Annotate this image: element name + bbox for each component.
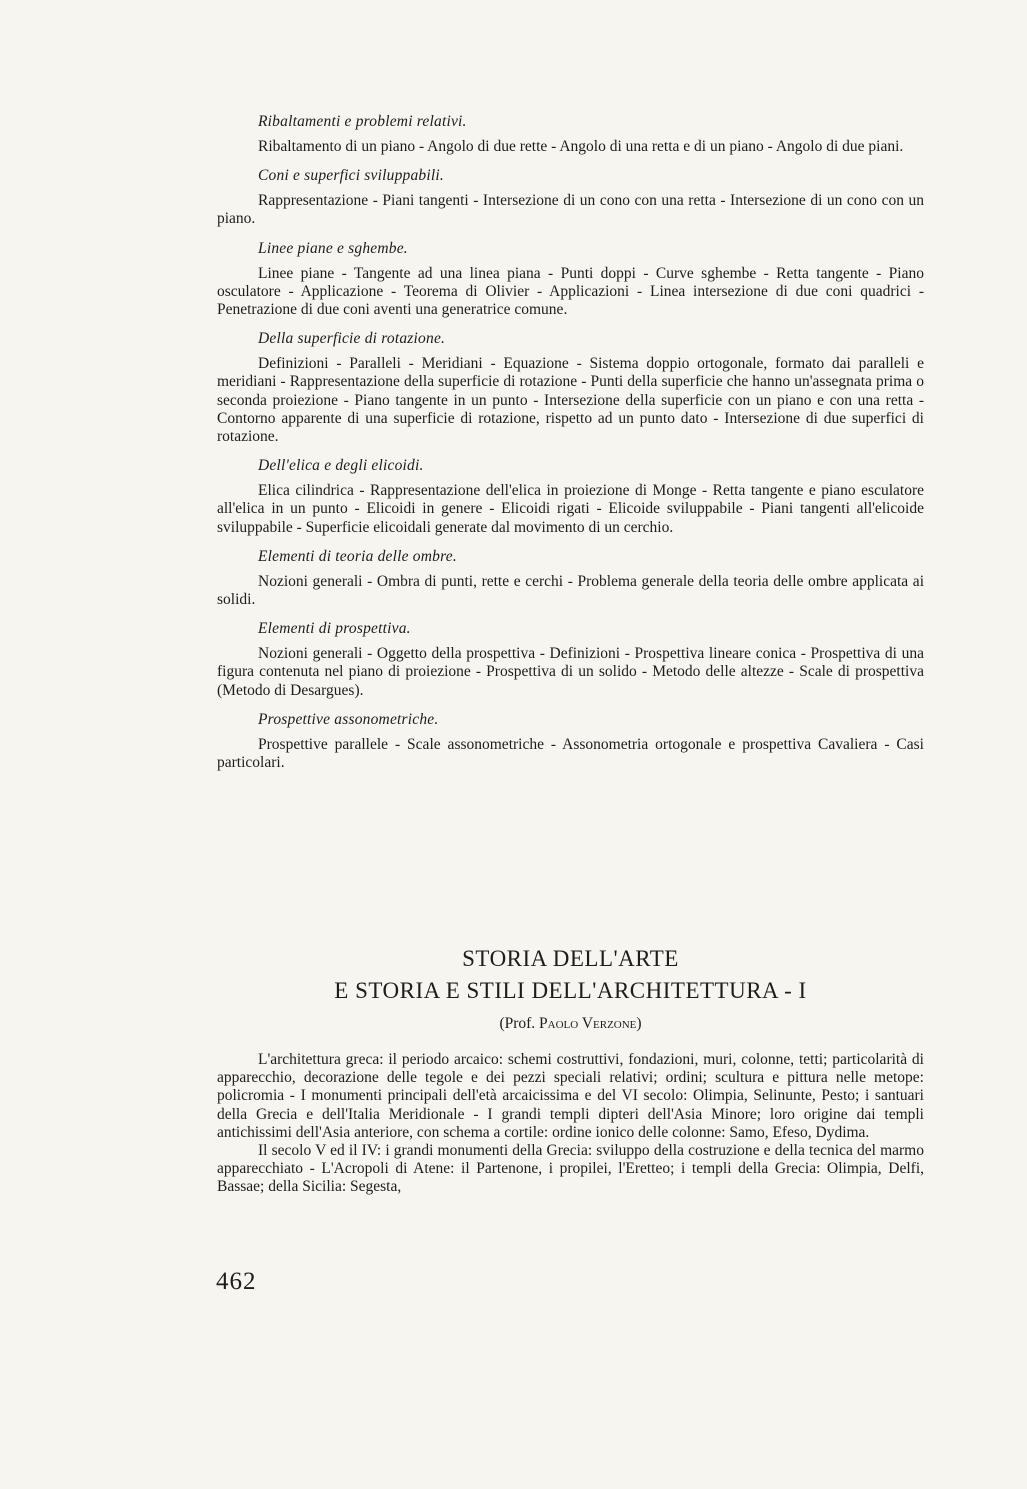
section-title: Dell'elica e degli elicoidi. bbox=[258, 457, 424, 475]
section-ombre bbox=[217, 547, 924, 609]
section-text: Prospettive parallele - Scale assonometriche - Assonometria ortogonale e prospettiva Cavaliera - Casi particolari. bbox=[217, 735, 924, 772]
section-assonometriche bbox=[217, 710, 924, 772]
page-number: 462 bbox=[216, 1268, 257, 1295]
section-coni bbox=[217, 166, 924, 228]
section-text: Ribaltamento di un piano - Angolo di due rette - Angolo di una retta e di un piano - Angolo di due piani. bbox=[258, 138, 904, 155]
course-paragraph: L'architettura greca: il periodo arcaico: schemi costruttivi, fondazioni, muri, colonne, tetti; particolarità di apparecchio, decorazione delle tegole e dei pezzi speciali relativi; ordini; scultura e pittura nelle metope: policromia - I monumenti principali dell'età arcaicissima e del VI secolo: Olimpia, Selinunte, Pesto; i santuari della Grecia e dell'Italia Meridionale - I grandi templi dipteri dell'Asia Minore; loro origine dai templi antichissimi dell'Asia anteriore, con schema a cortile: ordine ionico delle colonne: Samo, Efeso, Dydima. bbox=[217, 1051, 924, 1141]
section-title: Della superficie di rotazione. bbox=[258, 330, 446, 348]
professor-name: Paolo Verzone bbox=[539, 1015, 637, 1032]
section-prospettiva bbox=[217, 619, 924, 700]
section-text: Elica cilindrica - Rappresentazione dell'elica in proiezione di Monge - Retta tangente e piano esculatore all'elica in un punto - Elicoidi in genere - Elicoidi rigati - Elicoide sviluppabile - Piani tangenti all'elicoide sviluppabile - Superficie elicoidali generate dal movimento di un cerchio. bbox=[217, 482, 924, 536]
course-title-line-2: E STORIA E STILI DELL'ARCHITETTURA - I bbox=[334, 978, 807, 1003]
section-title: Coni e superfici sviluppabili. bbox=[258, 167, 444, 185]
section-rotazione bbox=[217, 329, 924, 446]
professor-suffix: ) bbox=[636, 1015, 642, 1032]
course-description bbox=[217, 1051, 924, 1197]
section-text: Nozioni generali - Ombra di punti, rette e cerchi - Problema generale della teoria delle ombre applicata ai solidi. bbox=[217, 572, 924, 609]
section-text: Nozioni generali - Oggetto della prospettiva - Definizioni - Prospettiva lineare conica - Prospettiva di una figura contenuta nel piano di proiezione - Prospettiva di un solido - Metodo delle altezze - Scale di prospettiva (Metodo di Desargues). bbox=[217, 645, 924, 699]
course-professor bbox=[217, 1015, 924, 1033]
section-title: Prospettive assonometriche. bbox=[258, 710, 439, 728]
syllabus-sections bbox=[217, 112, 924, 782]
section-text: Rappresentazione - Piani tangenti - Intersezione di un cono con una retta - Intersezione di un cono con un piano. bbox=[217, 192, 924, 228]
professor-prefix: (Prof. bbox=[499, 1015, 536, 1032]
section-ribaltamenti bbox=[217, 112, 924, 156]
section-title: Ribaltamenti e problemi relativi. bbox=[258, 113, 467, 130]
section-title: Elementi di prospettiva. bbox=[258, 620, 411, 638]
section-text: Linee piane - Tangente ad una linea piana - Punti doppi - Curve sghembe - Retta tangente - Piano osculatore - Applicazione - Teorema di Olivier - Applicazioni - Linea intersezione di due coni quadrici - Penetrazione di due coni aventi una generatrice comune. bbox=[217, 264, 924, 319]
section-text: Definizioni - Paralleli - Meridiani - Equazione - Sistema doppio ortogonale, formato dai paralleli e meridiani - Rappresentazione della superficie di rotazione - Punti della superficie che hanno un'assegnata prima o seconda proiezione - Piano tangente in un punto - Intersezione della superficie con un piano e con una retta - Contorno apparente di una superficie di rotazione, rispetto ad un punto dato - Intersezione di due superfici di rotazione. bbox=[217, 355, 924, 446]
section-title: Linee piane e sghembe. bbox=[258, 239, 408, 257]
course-title-line-1: STORIA DELL'ARTE bbox=[462, 946, 679, 971]
course-paragraph: Il secolo V ed il IV: i grandi monumenti della Grecia: sviluppo della costruzione e della tecnica del marmo apparecchiato - L'Acropoli di Atene: il Partenone, i propilei, l'Eretteo; i templi della Grecia: Olimpia, Delfi, Bassae; della Sicilia: Segesta, bbox=[217, 1142, 924, 1196]
section-title: Elementi di teoria delle ombre. bbox=[258, 547, 457, 565]
section-linee bbox=[217, 239, 924, 320]
section-elica bbox=[217, 456, 924, 537]
